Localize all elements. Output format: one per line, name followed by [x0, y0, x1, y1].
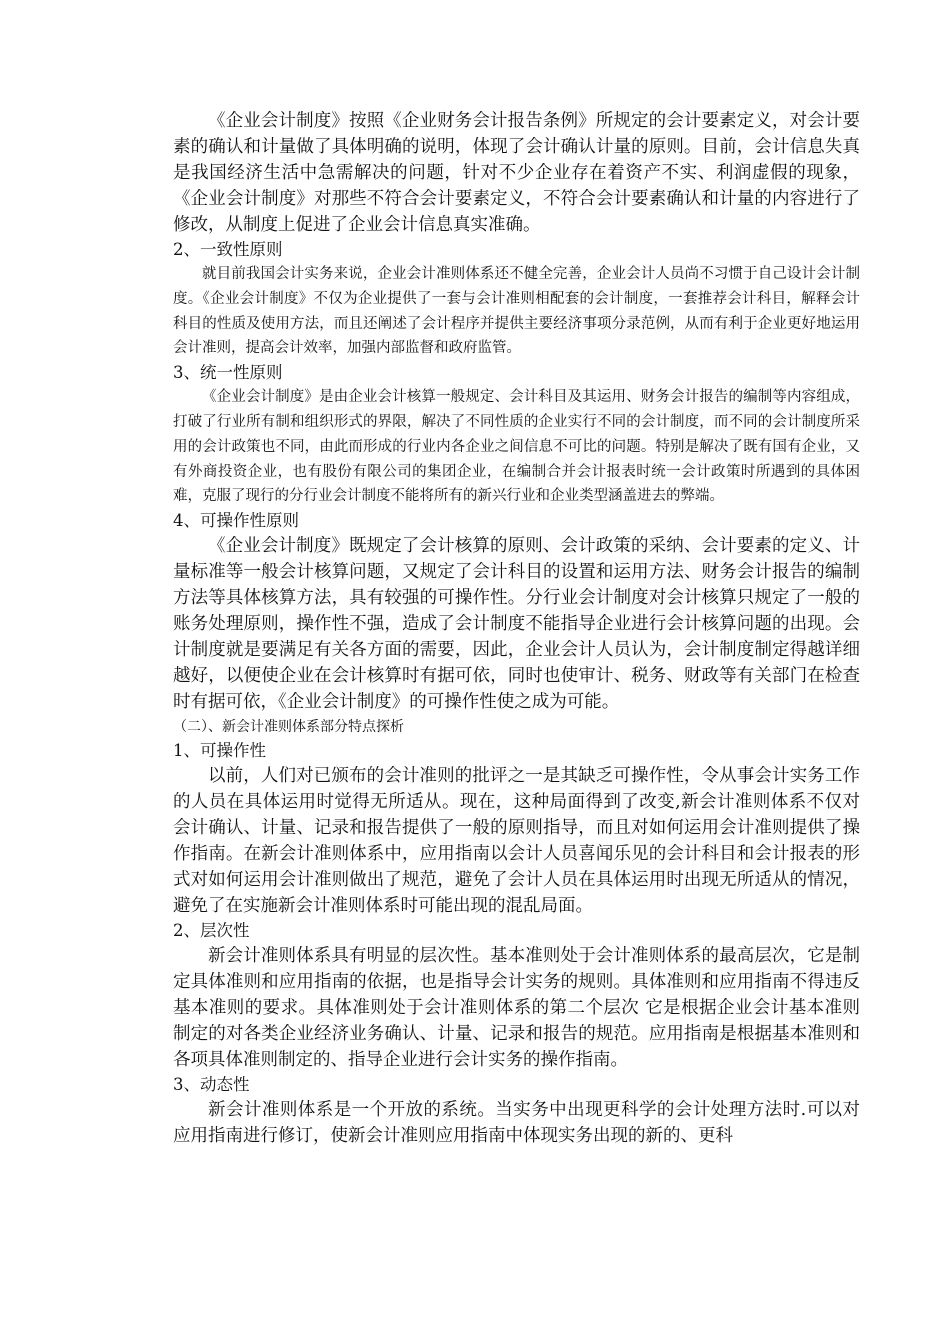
- paragraph-operability: 《企业会计制度》既规定了会计核算的原则、会计政策的采纳、会计要素的定义、计量标准等一般会计核算问题，又规定了会计科目的设置和运用方法、财务会计报告的编制方法等具体核算方法，具有较强的可操作性。分行业会计制度对会计核算只规定了一般的账务处理原则，操作性不强，造成了会计制度不能指导企业进行会计核算问题的出现。会计制度就是要满足有关各方面的需要，因此，企业会计人员认为，会计制度制定得越详细越好，以便使企业在会计核算时有据可依，同时也使审计、税务、财政等有关部门在检查时有据可依，《企业会计制度》的可操作性使之成为可能。: [173, 536, 860, 713]
- paragraph-dynamism: 新会计准则体系是一个开放的系统。当实务中出现更科学的会计处理方法时.可以对应用指南进行修订，使新会计准则应用指南中体现实务出现的新的、更科: [173, 1100, 860, 1147]
- paragraph-accounting-elements: 《企业会计制度》按照《企业财务会计报告条例》所规定的会计要素定义，对会计要素的确认和计量做了具体明确的说明，体现了会计确认计量的原则。目前，会计信息失真是我国经济生活中急需解决的问题，针对不少企业存在着资产不实、利润虚假的现象，《企业会计制度》对那些不符合会计要素定义，不符合会计要素确认和计量的内容进行了修改，从制度上促进了企业会计信息真实准确。: [173, 111, 860, 235]
- document-page: [173, 108, 860, 1149]
- paragraph-hierarchy: 新会计准则体系具有明显的层次性。基本准则处于会计准则体系的最高层次，它是制定具体准则和应用指南的依据，也是指导会计实务的规则。具体准则和应用指南不得违反基本准则的要求。具体准则处于会计准则体系的第二个层次 它是根据企业会计基本准则制定的对各类企业经济业务确认、计量、记录和报告的规范。应用指南是根据基本准则和各项具体准则制定的、指导企业进行会计实务的操作指南。: [173, 946, 860, 1071]
- paragraph-uniformity: 《企业会计制度》是由企业会计核算一般规定、会计科目及其运用、财务会计报告的编制等内容组成，打破了行业所有制和组织形式的界限，解决了不同性质的企业实行不同的会计制度，而不同的会计制度所采用的会计政策也不同，由此而形成的行业内各企业之间信息不可比的问题。特别是解决了既有国有企业，又有外商投资企业，也有股份有限公司的集团企业，在编制合并会计报表时统一会计政策时所遇到的具体困难，克服了现行的分行业会计制度不能将所有的新兴行业和企业类型涵盖进去的弊端。: [173, 389, 860, 505]
- section-heading-new-standards: （二）、新会计准则体系部分特点探析: [173, 719, 404, 736]
- heading-operability-principle: 4、可操作性原则: [173, 511, 299, 531]
- heading-hierarchy: 2、层次性: [173, 921, 250, 941]
- heading-uniformity-principle: 3、统一性原则: [173, 363, 283, 383]
- heading-dynamism: 3、动态性: [173, 1075, 250, 1095]
- heading-operability: 1、可操作性: [173, 741, 266, 761]
- paragraph-new-operability: 以前，人们对已颁布的会计准则的批评之一是其缺乏可操作性，令从事会计实务工作的人员在具体运用时觉得无所适从。现在，这种局面得到了改变,新会计准则体系不仅对会计确认、计量、记录和报告提供了一般的原则指导，而且对如何运用会计准则提供了操作指南。在新会计准则体系中，应用指南以会计人员喜闻乐见的会计科目和会计报表的形式对如何运用会计准则做出了规范，避免了会计人员在具体运用时出现无所适从的情况，避免了在实施新会计准则体系时可能出现的混乱局面。: [173, 766, 860, 917]
- heading-consistency-principle: 2、一致性原则: [173, 240, 283, 259]
- paragraph-consistency: 就目前我国会计实务来说，企业会计准则体系还不健全完善，企业会计人员尚不习惯于自己设计会计制度。《企业会计制度》不仅为企业提供了一套与会计准则相配套的会计制度，一套推荐会计科目，解释会计科目的性质及使用方法，而且还阐述了会计程序并提供主要经济事项分录范例，从而有利于企业更好地运用会计准则，提高会计效率，加强内部监督和政府监管。: [173, 266, 860, 357]
